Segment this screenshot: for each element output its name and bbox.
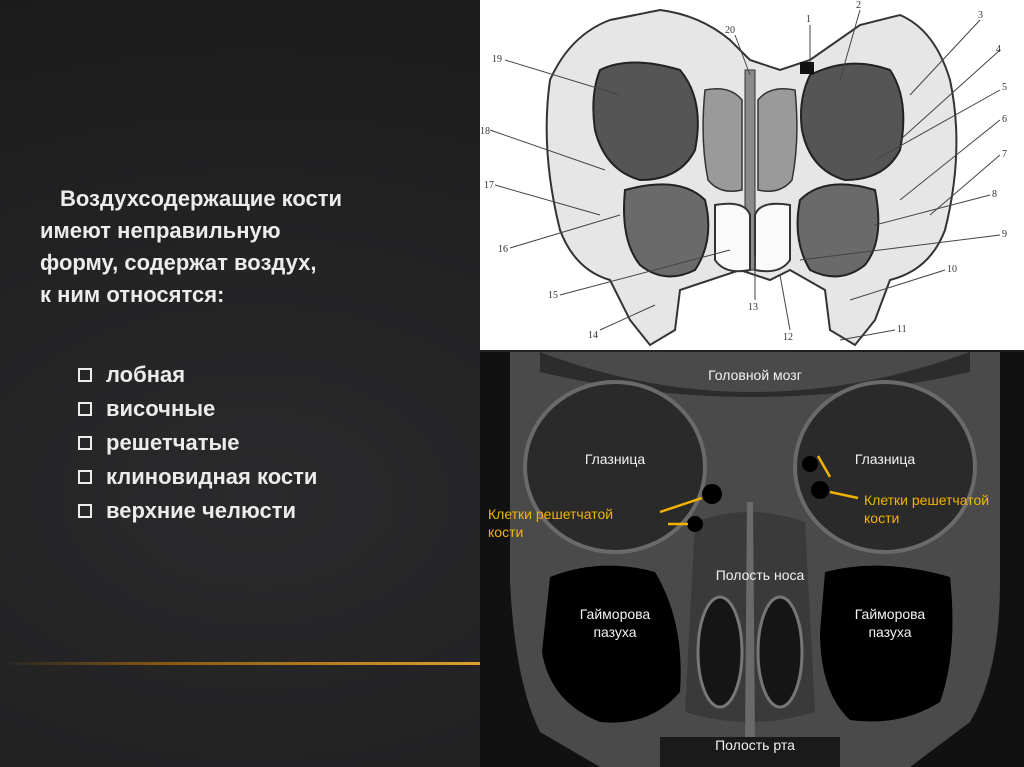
intro-line-2: имеют неправильную [40, 218, 281, 243]
ct-label-oral-cavity: Полость рта [715, 737, 795, 753]
list-item [78, 392, 317, 426]
label-number: 3 [978, 10, 983, 21]
label-number: 19 [492, 54, 502, 65]
list-item [78, 426, 317, 460]
list-item [78, 358, 317, 392]
ct-label-sinus-right-line2: пазуха [868, 624, 912, 640]
label-number: 18 [480, 126, 490, 137]
ct-label-sinus-left-line1: Гайморова [579, 606, 651, 622]
checkbox-bullet-icon [78, 402, 92, 416]
label-number: 7 [1002, 149, 1007, 160]
label-number: 12 [783, 332, 793, 343]
label-number: 20 [725, 25, 735, 36]
ct-label-sinus-right [835, 605, 945, 641]
list-item-label: лобная [106, 362, 186, 387]
ct-label-orbit-right: Глазница [854, 451, 916, 467]
label-number: 16 [498, 244, 508, 255]
label-number: 10 [947, 264, 957, 275]
label-number: 9 [1002, 229, 1007, 240]
label-number: 11 [897, 324, 907, 335]
intro-line-3: форму, содержат воздух, [40, 250, 317, 275]
list-item-label: височные [106, 396, 216, 421]
checkbox-bullet-icon [78, 470, 92, 484]
checkbox-bullet-icon [78, 504, 92, 518]
checkbox-bullet-icon [78, 368, 92, 382]
list-item [78, 460, 317, 494]
bone-list [78, 358, 317, 528]
ct-label-ethmoid-left-line2: кости [488, 524, 524, 540]
skull-section-drawing [480, 0, 1024, 350]
ct-scan-image [480, 352, 1024, 767]
intro-paragraph [40, 183, 460, 311]
ct-label-sinus-left [560, 605, 670, 641]
ct-label-ethmoid-right [864, 491, 1022, 527]
ct-label-sinus-left-line2: пазуха [593, 624, 637, 640]
intro-line-4: к ним относятся: [40, 282, 225, 307]
ct-label-orbit-left: Глазница [584, 451, 646, 467]
list-item-label: решетчатые [106, 430, 240, 455]
ct-label-ethmoid-right-line2: кости [864, 510, 900, 526]
label-number: 2 [856, 0, 861, 11]
label-number: 5 [1002, 82, 1007, 93]
ct-label-sinus-right-line1: Гайморова [854, 606, 926, 622]
list-item-label: верхние челюсти [106, 498, 297, 523]
ct-label-brain: Головной мозг [708, 367, 802, 383]
skull-section-illustration [480, 0, 1024, 350]
intro-line-1: Воздухсодержащие кости [60, 186, 343, 211]
label-number: 15 [548, 290, 558, 301]
ct-label-ethmoid-left-line1: Клетки решетчатой [488, 506, 614, 522]
ct-scan-drawing [480, 352, 1024, 767]
label-number: 4 [996, 44, 1001, 55]
ct-label-nasal-cavity: Полость носа [715, 567, 805, 583]
accent-divider-line [0, 662, 482, 665]
label-number: 1 [806, 14, 811, 25]
list-item [78, 494, 317, 528]
label-number: 14 [588, 330, 598, 341]
label-number: 6 [1002, 114, 1007, 125]
label-number: 17 [484, 180, 494, 191]
ct-label-ethmoid-left [488, 505, 658, 541]
ct-label-ethmoid-right-line1: Клетки решетчатой [864, 492, 990, 508]
label-number: 13 [748, 302, 758, 313]
checkbox-bullet-icon [78, 436, 92, 450]
list-item-label: клиновидная кости [106, 464, 318, 489]
label-number: 8 [992, 189, 997, 200]
